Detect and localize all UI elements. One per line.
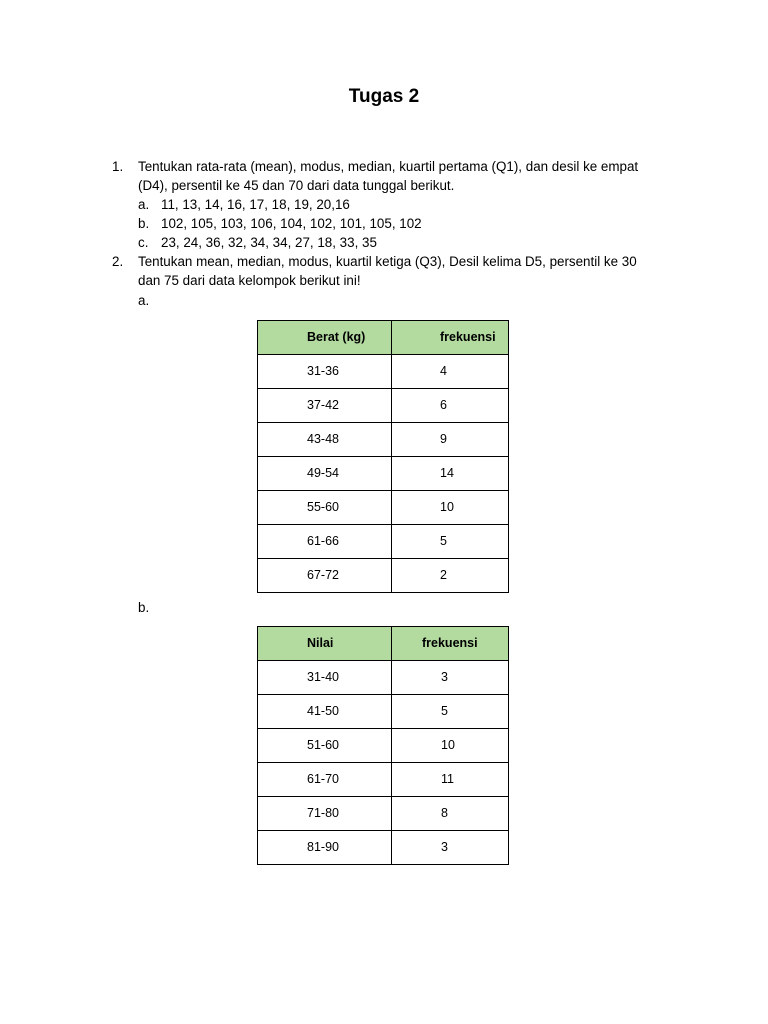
table-cell: 10	[392, 491, 509, 525]
table-header-row	[258, 321, 509, 355]
question-1c-data: 23, 24, 36, 32, 34, 34, 27, 18, 33, 35	[161, 235, 377, 250]
table-cell: 61-70	[258, 763, 392, 797]
table-header-cell: Berat (kg)	[258, 321, 392, 355]
question-2a-label: a.	[138, 293, 150, 308]
table-header-row	[258, 627, 509, 661]
table-cell: 10	[392, 729, 509, 763]
table-cell: 9	[392, 423, 509, 457]
table-cell: 3	[392, 831, 509, 865]
question-1-text-line-2: (D4), persentil ke 45 dan 70 dari data tunggal berikut.	[138, 178, 455, 193]
table-cell: 8	[392, 797, 509, 831]
table-row	[258, 661, 509, 695]
question-1b-label: b.	[138, 216, 150, 231]
table-row	[258, 457, 509, 491]
table-row	[258, 763, 509, 797]
question-1c-label: c.	[138, 235, 149, 250]
table-header-cell: frekuensi	[392, 627, 509, 661]
table-header-cell: Nilai	[258, 627, 392, 661]
table-row	[258, 525, 509, 559]
table-cell: 11	[392, 763, 509, 797]
question-1-number: 1.	[112, 159, 124, 174]
table-cell: 43-48	[258, 423, 392, 457]
table-cell: 67-72	[258, 559, 392, 593]
table-cell: 71-80	[258, 797, 392, 831]
question-1a-data: 11, 13, 14, 16, 17, 18, 19, 20,16	[161, 197, 350, 212]
table-row	[258, 559, 509, 593]
table-cell: 41-50	[258, 695, 392, 729]
page-title: Tugas 2	[348, 86, 420, 107]
question-2b-label: b.	[138, 600, 150, 615]
question-1-text-line-1: Tentukan rata-rata (mean), modus, median, kuartil pertama (Q1), dan desil ke empat	[138, 159, 639, 174]
question-1a-label: a.	[138, 197, 150, 212]
table-row	[258, 695, 509, 729]
table-cell: 6	[392, 389, 509, 423]
table-row	[258, 491, 509, 525]
table-cell: 5	[392, 695, 509, 729]
table-cell: 4	[392, 355, 509, 389]
question-1b-data: 102, 105, 103, 106, 104, 102, 101, 105, 102	[161, 216, 422, 231]
table-row	[258, 389, 509, 423]
table-row	[258, 729, 509, 763]
question-2-text-line-1: Tentukan mean, median, modus, kuartil ketiga (Q3), Desil kelima D5, persentil ke 30	[138, 254, 637, 269]
question-2-text-line-2: dan 75 dari data kelompok berikut ini!	[138, 273, 361, 288]
question-2-number: 2.	[112, 254, 124, 269]
table-cell: 37-42	[258, 389, 392, 423]
table-row	[258, 423, 509, 457]
table-row	[258, 355, 509, 389]
table-cell: 3	[392, 661, 509, 695]
table-row	[258, 831, 509, 865]
table-berat	[257, 320, 509, 593]
table-header-cell: frekuensi	[392, 321, 509, 355]
table-cell: 2	[392, 559, 509, 593]
table-cell: 31-36	[258, 355, 392, 389]
table-cell: 14	[392, 457, 509, 491]
table-cell: 51-60	[258, 729, 392, 763]
table-cell: 61-66	[258, 525, 392, 559]
table-nilai	[257, 626, 509, 865]
table-cell: 5	[392, 525, 509, 559]
table-cell: 31-40	[258, 661, 392, 695]
table-cell: 55-60	[258, 491, 392, 525]
table-cell: 81-90	[258, 831, 392, 865]
table-row	[258, 797, 509, 831]
table-cell: 49-54	[258, 457, 392, 491]
